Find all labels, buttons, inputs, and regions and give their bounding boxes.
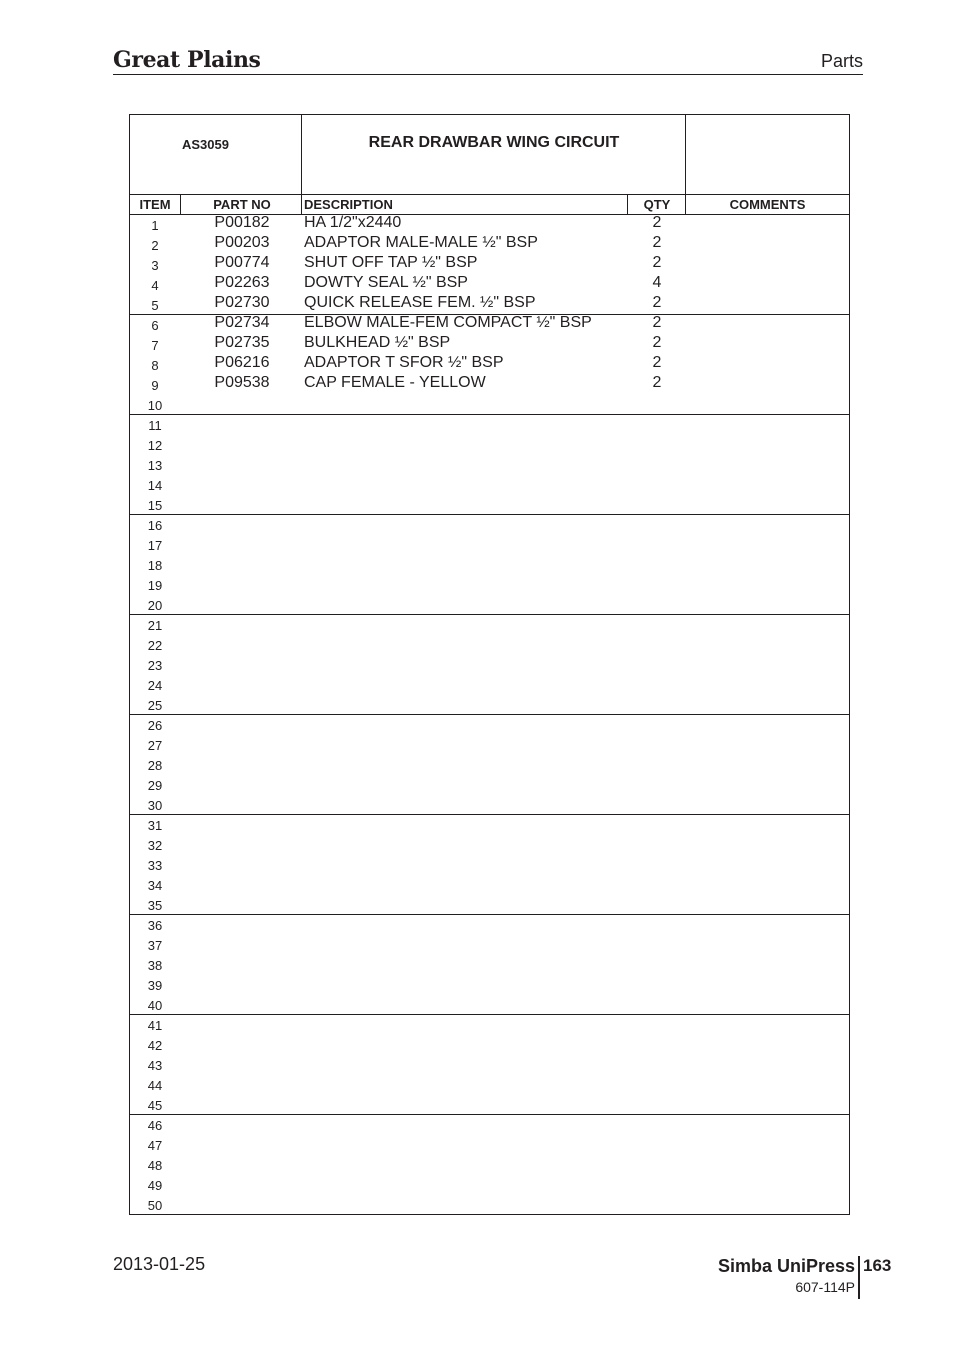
row-description: SHUT OFF TAP ½" BSP [304, 254, 478, 271]
table-row [130, 895, 849, 915]
table-row [130, 275, 849, 295]
row-item: 8 [151, 358, 159, 373]
table-row [130, 1055, 849, 1075]
table-row [130, 815, 849, 835]
row-item: 12 [147, 438, 163, 453]
table-row [130, 235, 849, 255]
table-row [130, 975, 849, 995]
row-part-no: P02730 [214, 294, 270, 311]
row-qty: 4 [652, 274, 662, 291]
table-row [130, 755, 849, 775]
table-row [130, 835, 849, 855]
row-item: 6 [151, 318, 159, 333]
row-item: 20 [147, 598, 163, 613]
row-item: 14 [147, 478, 163, 493]
column-header-item: ITEM [139, 197, 171, 212]
column-header-part-no: PART NO [213, 197, 271, 212]
row-part-no: P02735 [214, 334, 270, 351]
row-item: 5 [151, 298, 159, 313]
row-item: 42 [147, 1038, 163, 1053]
form-title: REAR DRAWBAR WING CIRCUIT [368, 134, 620, 151]
row-description: DOWTY SEAL ½" BSP [304, 274, 468, 291]
row-qty: 2 [652, 314, 662, 331]
row-description: CAP FEMALE - YELLOW [304, 374, 486, 391]
document-number: 607-114P [795, 1279, 855, 1295]
row-item: 17 [147, 538, 163, 553]
table-row [130, 875, 849, 895]
row-item: 32 [147, 838, 163, 853]
row-item: 33 [147, 858, 163, 873]
table-row [130, 1015, 849, 1035]
table-row [130, 435, 849, 455]
table-row [130, 355, 849, 375]
row-item: 35 [147, 898, 163, 913]
row-item: 34 [147, 878, 163, 893]
table-row [130, 395, 849, 415]
row-item: 22 [147, 638, 163, 653]
row-qty: 2 [652, 254, 662, 271]
issue-date: 2013-01-25 [113, 1254, 206, 1274]
table-row [130, 855, 849, 875]
row-item: 50 [147, 1198, 163, 1213]
row-item: 1 [151, 218, 159, 233]
table-row [130, 315, 849, 335]
row-item: 43 [147, 1058, 163, 1073]
table-row [130, 1035, 849, 1055]
row-part-no: P06216 [214, 354, 270, 371]
row-item: 39 [147, 978, 163, 993]
table-row [130, 615, 849, 635]
table-row [130, 1155, 849, 1175]
row-description: ADAPTOR T SFOR ½" BSP [304, 354, 504, 371]
table-row [130, 455, 849, 475]
footer-divider [858, 1256, 860, 1299]
row-item: 47 [147, 1138, 163, 1153]
table-row [130, 695, 849, 715]
table-row [130, 215, 849, 235]
title-block-bottom-rule [130, 194, 849, 195]
row-item: 16 [147, 518, 163, 533]
row-item: 3 [151, 258, 159, 273]
row-item: 11 [148, 418, 162, 433]
row-item: 4 [151, 278, 159, 293]
row-item: 30 [147, 798, 163, 813]
table-row [130, 995, 849, 1015]
column-header-qty: QTY [643, 197, 671, 212]
row-item: 7 [151, 338, 159, 353]
table-row [130, 255, 849, 275]
row-item: 49 [147, 1178, 163, 1193]
table-row [130, 795, 849, 815]
row-item: 48 [147, 1158, 163, 1173]
header-divider [113, 74, 863, 75]
row-part-no: P00203 [214, 234, 270, 251]
row-qty: 2 [652, 294, 662, 311]
table-row [130, 1195, 849, 1215]
row-item: 15 [147, 498, 163, 513]
row-item: 45 [147, 1098, 163, 1113]
table-row [130, 1175, 849, 1195]
row-item: 29 [147, 778, 163, 793]
column-header-description: DESCRIPTION [304, 197, 393, 212]
table-row [130, 1095, 849, 1115]
table-row [130, 295, 849, 315]
row-item: 37 [147, 938, 163, 953]
row-item: 19 [147, 578, 163, 593]
column-header-comments: COMMENTS [729, 197, 806, 212]
row-qty: 2 [652, 334, 662, 351]
row-item: 25 [147, 698, 163, 713]
row-part-no: P02734 [214, 314, 270, 331]
row-item: 13 [147, 458, 163, 473]
brand-logo: Great Plains [113, 47, 261, 73]
table-row [130, 475, 849, 495]
row-item: 28 [147, 758, 163, 773]
row-qty: 2 [652, 214, 662, 231]
table-row [130, 555, 849, 575]
row-item: 38 [147, 958, 163, 973]
row-item: 44 [147, 1078, 163, 1093]
table-row [130, 375, 849, 395]
table-row [130, 415, 849, 435]
row-description: ELBOW MALE-FEM COMPACT ½" BSP [304, 314, 592, 331]
page-number: 163 [863, 1256, 892, 1275]
table-row [130, 935, 849, 955]
row-item: 2 [151, 238, 159, 253]
table-row [130, 595, 849, 615]
row-item: 27 [147, 738, 163, 753]
table-row [130, 715, 849, 735]
row-description: HA 1/2"x2440 [304, 214, 402, 231]
row-description: BULKHEAD ½" BSP [304, 334, 451, 351]
table-row [130, 675, 849, 695]
row-item: 41 [147, 1018, 163, 1033]
row-item: 24 [147, 678, 163, 693]
row-part-no: P02263 [214, 274, 270, 291]
parts-form [129, 114, 850, 1215]
row-item: 21 [147, 618, 163, 633]
table-row [130, 575, 849, 595]
row-item: 36 [147, 918, 163, 933]
table-row [130, 635, 849, 655]
row-part-no: P00774 [214, 254, 270, 271]
row-item: 10 [147, 398, 163, 413]
table-row [130, 535, 849, 555]
assembly-reference: AS3059 [182, 137, 229, 152]
row-qty: 2 [652, 234, 662, 251]
row-item: 26 [147, 718, 163, 733]
row-qty: 2 [652, 354, 662, 371]
product-name: Simba UniPress [717, 1256, 855, 1276]
table-row [130, 335, 849, 355]
row-description: ADAPTOR MALE-MALE ½" BSP [304, 234, 538, 251]
table-row [130, 515, 849, 535]
table-row [130, 1075, 849, 1095]
row-item: 9 [151, 378, 159, 393]
table-row [130, 495, 849, 515]
table-row [130, 735, 849, 755]
table-row [130, 655, 849, 675]
row-item: 18 [147, 558, 163, 573]
table-row [130, 915, 849, 935]
table-row [130, 775, 849, 795]
row-part-no: P00182 [214, 214, 270, 231]
row-part-no: P09538 [214, 374, 270, 391]
table-row [130, 955, 849, 975]
item-column-divider [180, 194, 181, 214]
row-description: QUICK RELEASE FEM. ½" BSP [304, 294, 536, 311]
table-row [130, 1135, 849, 1155]
section-title: Parts [820, 51, 863, 71]
row-item: 46 [147, 1118, 163, 1133]
title-divider-left [301, 115, 302, 214]
row-item: 40 [147, 998, 163, 1013]
table-row [130, 1115, 849, 1135]
row-item: 23 [147, 658, 163, 673]
row-qty: 2 [652, 374, 662, 391]
row-item: 31 [147, 818, 163, 833]
